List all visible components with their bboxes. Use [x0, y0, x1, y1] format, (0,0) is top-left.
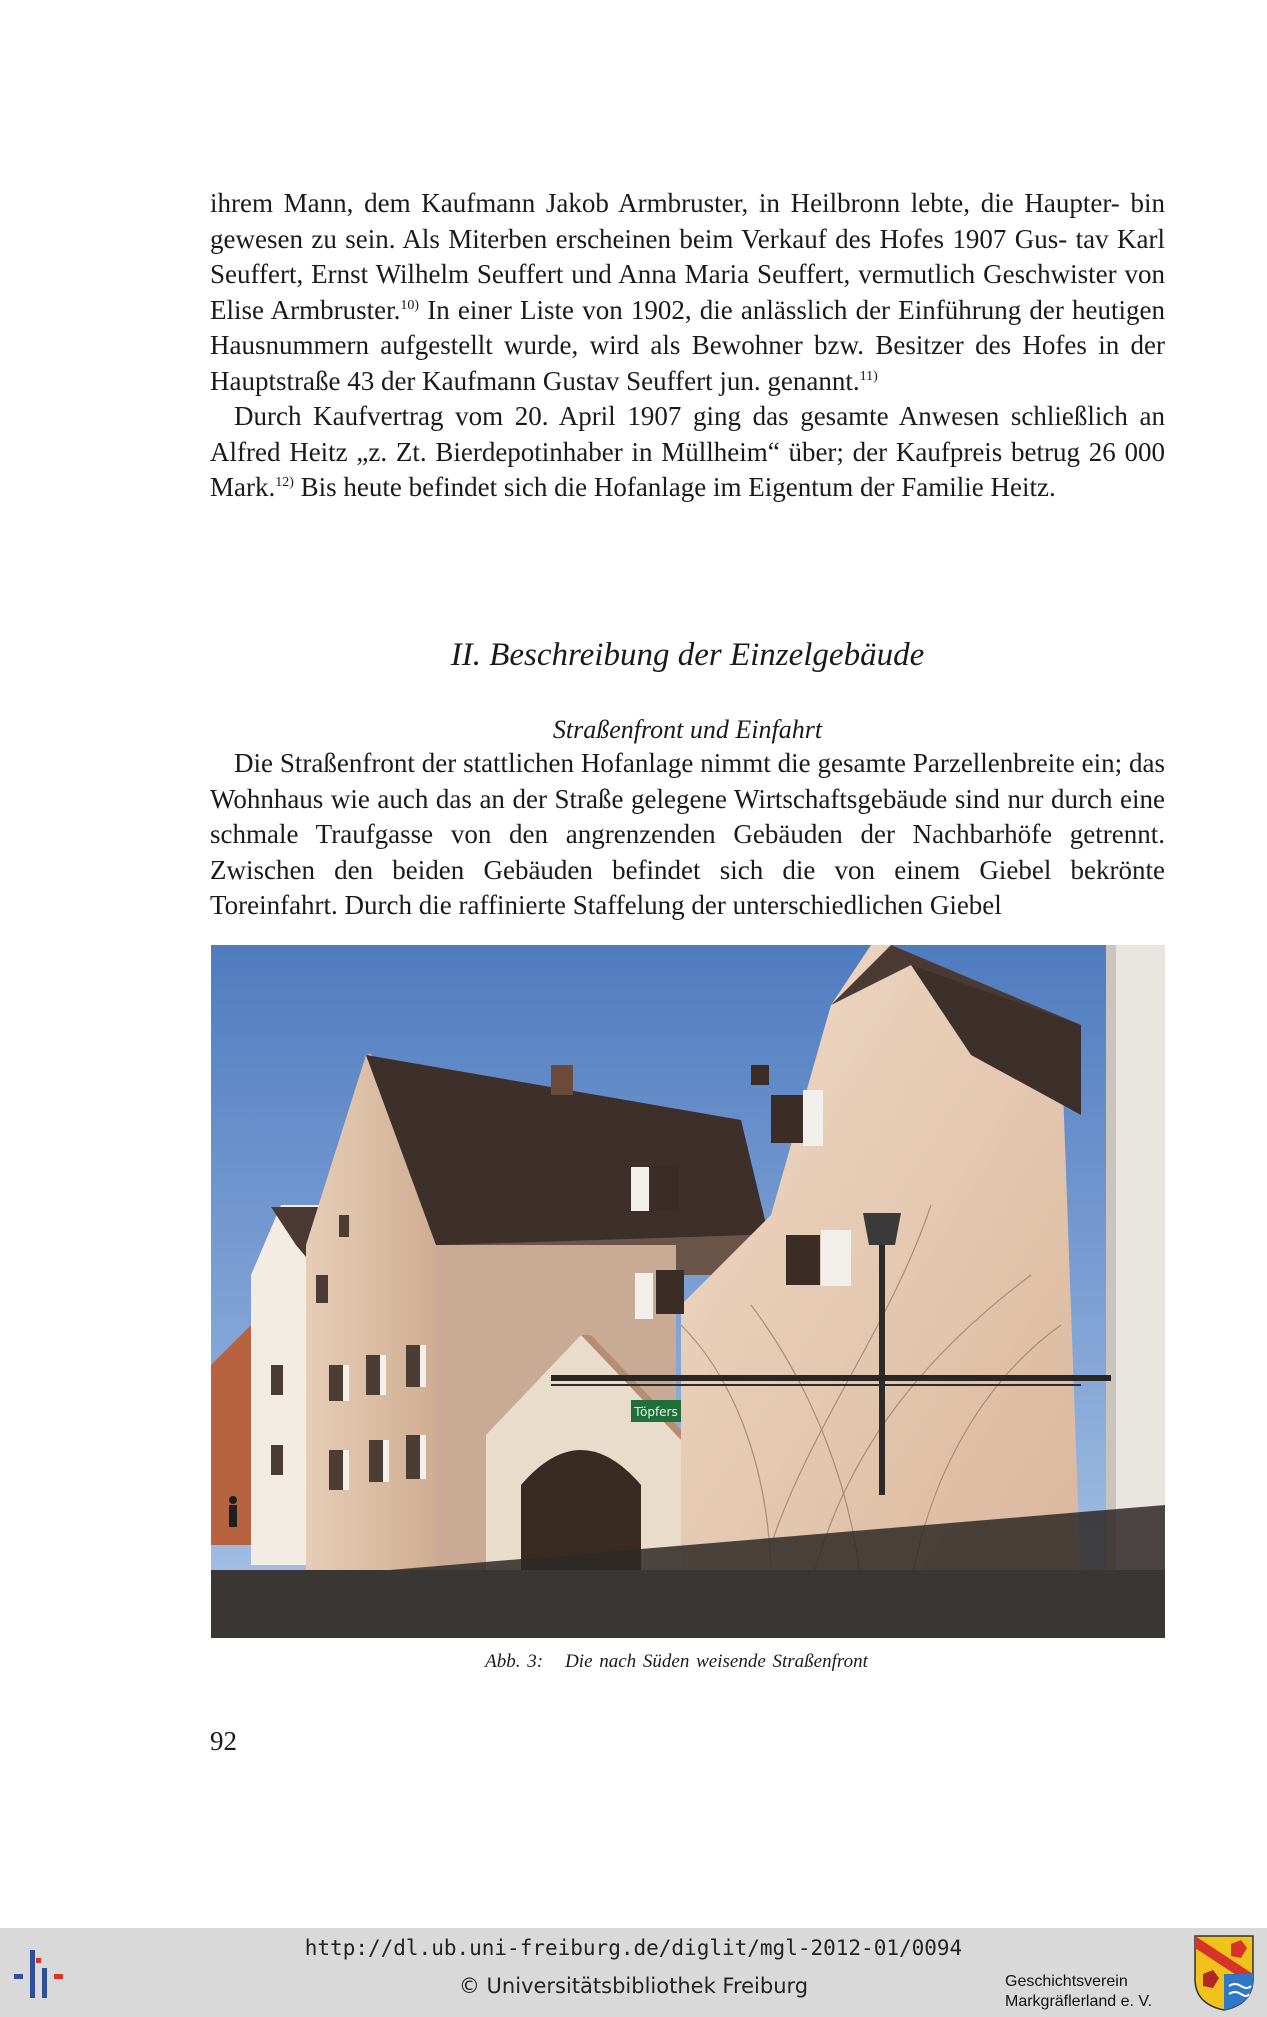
- body-text-top: [210, 186, 1165, 506]
- text-line: genannt.: [767, 365, 860, 396]
- copyright-notice: © Universitätsbibliothek Freiburg: [458, 1974, 809, 1998]
- footnote-ref: 11): [859, 368, 878, 384]
- paragraph-text: Bis heute befindet sich die Hofanlage im Eigentum der Familie Heitz.: [293, 472, 1056, 502]
- publisher-line: Markgräflerland e. V.: [1005, 1993, 1153, 2010]
- paragraph: [210, 186, 1165, 399]
- figure-caption: [210, 1651, 1165, 1673]
- footnote-ref: 10): [400, 297, 420, 313]
- photo-street-front: [211, 945, 1165, 1638]
- text-line: ihrem Mann, dem Kaufmann Jakob Armbruster, in Heilbronn lebte, die Haupter-: [210, 188, 1120, 218]
- caption-text: Die nach Süden weisende Straßenfront: [565, 1651, 868, 1672]
- paragraph: [210, 399, 1165, 506]
- footer-bar: [0, 1928, 1267, 2017]
- paragraph: Die Straßenfront der stattlichen Hofanlage nimmt die gesamte Parzellenbreite ein; das Wohnhaus wie auch das an der Straße gelegene Wirtschaftsgebäude sind nur durch eine schmale Traufgasse von den angrenzenden Gebäuden der Nachbarhöfe getrennt. Zwischen den beiden Gebäuden befindet sich die von einem Giebel bekrönte Toreinfahrt. Durch die raffinierte Staffelung der unterschiedlichen Giebel: [210, 748, 1165, 920]
- text-line: bin gewesen zu sein. Als Miterben erscheinen beim Verkauf des Hofes 1907 Gus-: [210, 188, 1166, 254]
- text-line: tav Karl Seuffert, Ernst Wilhelm Seuffert und Anna Maria Seuffert, vermutlich: [210, 223, 1166, 289]
- text-line: In einer Liste von 1902, die anlässlich der: [419, 294, 891, 325]
- text-line: bzw. Besitzer des Hofes in der Hauptstraße 43 der Kaufmann Gustav Seuffert jun.: [210, 330, 1166, 396]
- caption-label: Abb. 3:: [485, 1651, 544, 1672]
- paragraph-text: Durch Kaufvertrag vom 20. April 1907 ging das gesamte Anwesen schließlich an Alfred Heitz „z. Zt. Bierdepotinhaber in Müllheim“ über; der Kaufpreis betrug 26 000 Mark.: [210, 401, 1165, 502]
- footnote-ref: 12): [275, 475, 294, 490]
- body-text-bottom: [210, 746, 1165, 924]
- page-number: 92: [210, 1726, 237, 1756]
- photo-illustration: [211, 945, 1165, 1638]
- street-sign-text: Töpfers: [634, 1405, 678, 1419]
- text-line: Einführung der heutigen Hausnummern aufgestellt wurde, wird als Bewohner: [210, 294, 1165, 360]
- subsection-heading: Straßenfront und Einfahrt: [552, 715, 823, 744]
- document-url[interactable]: http://dl.ub.uni-freiburg.de/diglit/mgl-2012-01/0094: [304, 1936, 963, 1960]
- publisher-line: Geschichtsverein: [1005, 1973, 1128, 1990]
- section-heading: II. Beschreibung der Einzelgebäude: [450, 637, 925, 673]
- publisher-name: [1005, 1972, 1152, 2012]
- text-line: Geschwister von Elise Armbruster.: [210, 259, 1165, 325]
- coat-of-arms-icon: [1193, 1934, 1255, 2012]
